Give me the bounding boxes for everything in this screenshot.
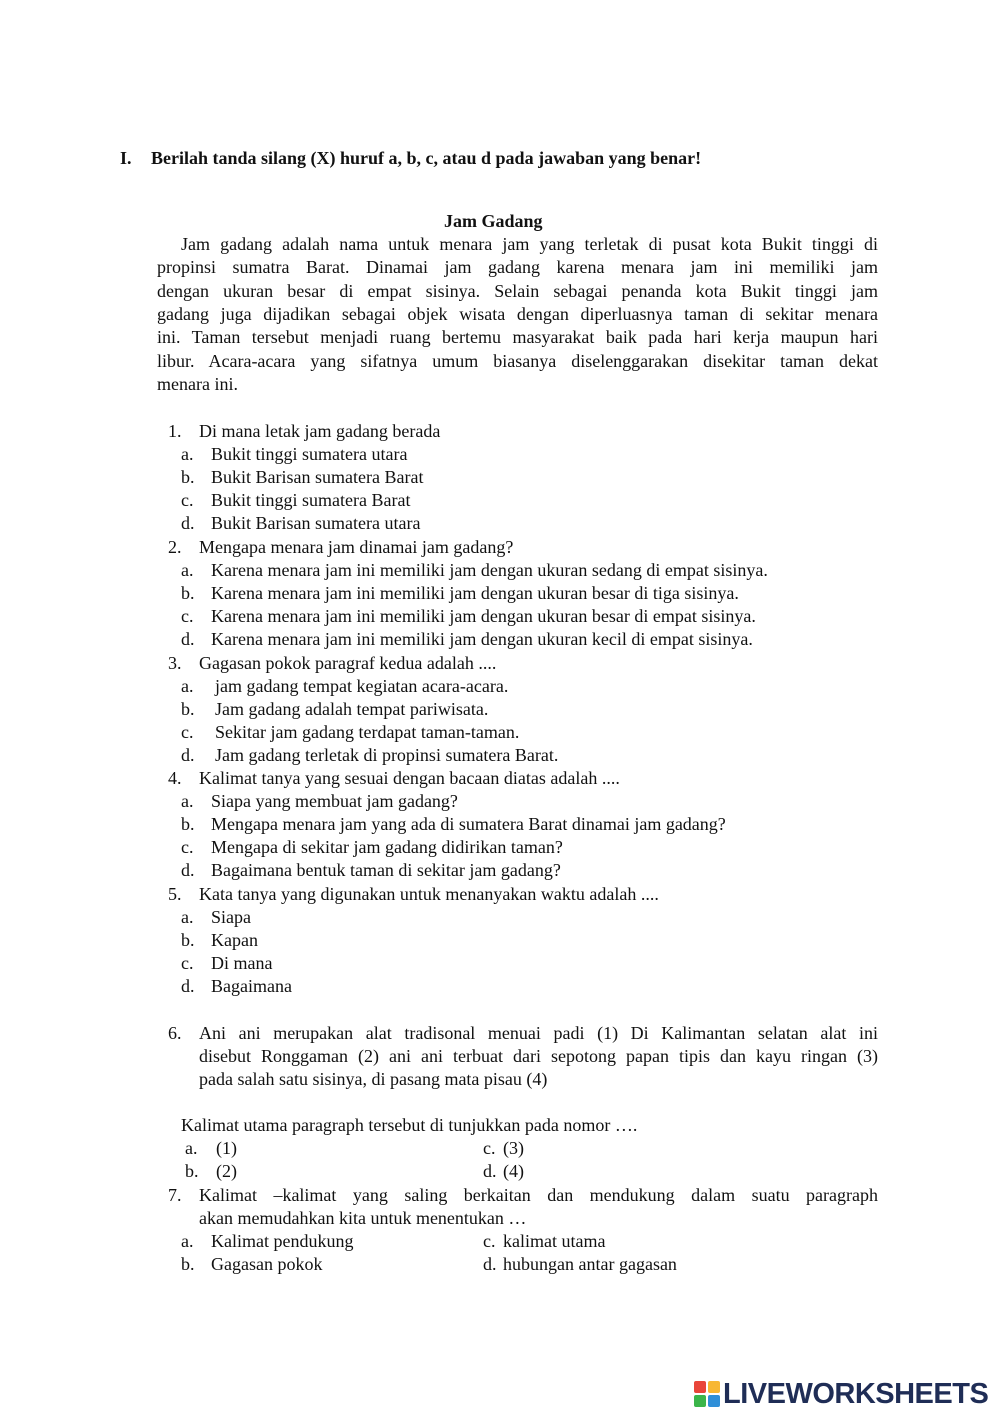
question-number: 7. [168, 1185, 182, 1205]
option-text[interactable]: Kapan [211, 930, 258, 950]
option-letter: c. [483, 1231, 496, 1251]
option-text[interactable]: (3) [503, 1138, 524, 1158]
option-letter: d. [181, 629, 195, 649]
passage-line: menara ini. [157, 374, 238, 394]
option-letter: b. [181, 930, 195, 950]
option-text[interactable]: Bukit tinggi sumatera utara [211, 444, 408, 464]
option-text[interactable]: Kalimat pendukung [211, 1231, 354, 1251]
option-text[interactable]: kalimat utama [503, 1231, 606, 1251]
option-text[interactable]: Bukit tinggi sumatera Barat [211, 490, 411, 510]
instruction-text: Berilah tanda silang (X) huruf a, b, c, atau d pada jawaban yang benar! [151, 148, 702, 168]
option-text[interactable]: Bukit Barisan sumatera Barat [211, 467, 424, 487]
option-text[interactable]: Siapa [211, 907, 251, 927]
option-letter: b. [181, 1254, 195, 1274]
option-letter: c. [181, 837, 194, 857]
question-text-line: Ani ani merupakan alat tradisonal menuai padi (1) Di Kalimantan selatan alat ini [199, 1023, 878, 1043]
option-letter: c. [181, 606, 194, 626]
question-text: Mengapa menara jam dinamai jam gadang? [199, 537, 514, 557]
option-letter: b. [181, 467, 195, 487]
option-letter: c. [483, 1138, 496, 1158]
worksheet-grid-icon [693, 1380, 721, 1408]
question-number: 6. [168, 1023, 182, 1043]
question-text-line: akan memudahkan kita untuk menentukan … [199, 1208, 527, 1228]
option-text[interactable]: Karena menara jam ini memiliki jam dengan ukuran kecil di empat sisinya. [211, 629, 753, 649]
option-text[interactable]: (4) [503, 1161, 524, 1181]
option-text[interactable]: Karena menara jam ini memiliki jam dengan ukuran sedang di empat sisinya. [211, 560, 768, 580]
passage-title: Jam Gadang [444, 211, 543, 231]
option-letter: d. [181, 860, 195, 880]
option-text[interactable]: Sekitar jam gadang terdapat taman-taman. [215, 722, 520, 742]
option-text[interactable]: Bagaimana bentuk taman di sekitar jam gadang? [211, 860, 561, 880]
question-number: 3. [168, 653, 182, 673]
question-text: Di mana letak jam gadang berada [199, 421, 441, 441]
option-letter: b. [181, 699, 195, 719]
option-letter: a. [185, 1138, 198, 1158]
option-text[interactable]: Bagaimana [211, 976, 292, 996]
option-text[interactable]: Karena menara jam ini memiliki jam dengan ukuran besar di tiga sisinya. [211, 583, 739, 603]
instruction-number: I. [120, 148, 132, 168]
question-text: Kalimat tanya yang sesuai dengan bacaan diatas adalah .... [199, 768, 620, 788]
passage-line: dengan ukuran besar di empat sisinya. Selain sebagai penanda kota Bukit tinggi jam [157, 281, 878, 301]
option-letter: a. [181, 444, 194, 464]
passage-line: Jam gadang adalah nama untuk menara jam yang terletak di pusat kota Bukit tinggi di [181, 234, 878, 254]
option-text[interactable]: Gagasan pokok [211, 1254, 323, 1274]
option-text[interactable]: Bukit Barisan sumatera utara [211, 513, 421, 533]
passage-line: libur. Acara-acara yang sifatnya umum biasanya diselenggarakan disekitar taman dekat [157, 351, 878, 371]
question-number: 5. [168, 884, 182, 904]
option-text[interactable]: hubungan antar gagasan [503, 1254, 677, 1274]
option-text[interactable]: (1) [216, 1138, 237, 1158]
option-letter: a. [181, 676, 194, 696]
option-letter: b. [185, 1161, 199, 1181]
logo-text: LIVEWORKSHEETS [723, 1377, 989, 1410]
question-text-line: pada salah satu sisinya, di pasang mata pisau (4) [199, 1069, 548, 1089]
option-text[interactable]: Karena menara jam ini memiliki jam dengan ukuran besar di empat sisinya. [211, 606, 756, 626]
option-letter: a. [181, 1231, 194, 1251]
option-letter: a. [181, 560, 194, 580]
option-letter: a. [181, 791, 194, 811]
option-letter: d. [181, 513, 195, 533]
option-letter: b. [181, 583, 195, 603]
option-letter: b. [181, 814, 195, 834]
liveworksheets-logo [693, 1378, 988, 1410]
option-letter: d. [483, 1161, 497, 1181]
question-number: 4. [168, 768, 182, 788]
question-text-line: Kalimat –kalimat yang saling berkaitan dan mendukung dalam suatu paragraph [199, 1185, 878, 1205]
option-text[interactable]: Jam gadang adalah tempat pariwisata. [215, 699, 489, 719]
question-text-line: disebut Ronggaman (2) ani ani terbuat dari sepotong papan tipis dan kayu ringan (3) [199, 1046, 878, 1066]
option-letter: d. [181, 745, 195, 765]
question-text: Gagasan pokok paragraf kedua adalah .... [199, 653, 497, 673]
option-letter: d. [181, 976, 195, 996]
passage-line: ini. Taman tersebut menjadi ruang bertemu masyarakat baik pada hari kerja maupun hari [157, 327, 878, 347]
option-letter: d. [483, 1254, 497, 1274]
option-text[interactable]: Mengapa menara jam yang ada di sumatera Barat dinamai jam gadang? [211, 814, 726, 834]
question-prompt: Kalimat utama paragraph tersebut di tunjukkan pada nomor …. [181, 1115, 638, 1135]
option-letter: c. [181, 953, 194, 973]
passage-line: propinsi sumatra Barat. Dinamai jam gadang karena menara jam ini memiliki jam [157, 257, 878, 277]
option-letter: a. [181, 907, 194, 927]
option-text[interactable]: jam gadang tempat kegiatan acara-acara. [215, 676, 509, 696]
question-number: 2. [168, 537, 182, 557]
passage-line: gadang juga dijadikan sebagai objek wisata dengan diperluasnya taman di sekitar menara [157, 304, 878, 324]
option-letter: c. [181, 490, 194, 510]
option-text[interactable]: Siapa yang membuat jam gadang? [211, 791, 458, 811]
question-number: 1. [168, 421, 182, 441]
question-text: Kata tanya yang digunakan untuk menanyakan waktu adalah .... [199, 884, 659, 904]
option-text[interactable]: Mengapa di sekitar jam gadang didirikan taman? [211, 837, 563, 857]
option-letter: c. [181, 722, 194, 742]
option-text[interactable]: (2) [216, 1161, 237, 1181]
option-text[interactable]: Jam gadang terletak di propinsi sumatera Barat. [215, 745, 559, 765]
option-text[interactable]: Di mana [211, 953, 273, 973]
